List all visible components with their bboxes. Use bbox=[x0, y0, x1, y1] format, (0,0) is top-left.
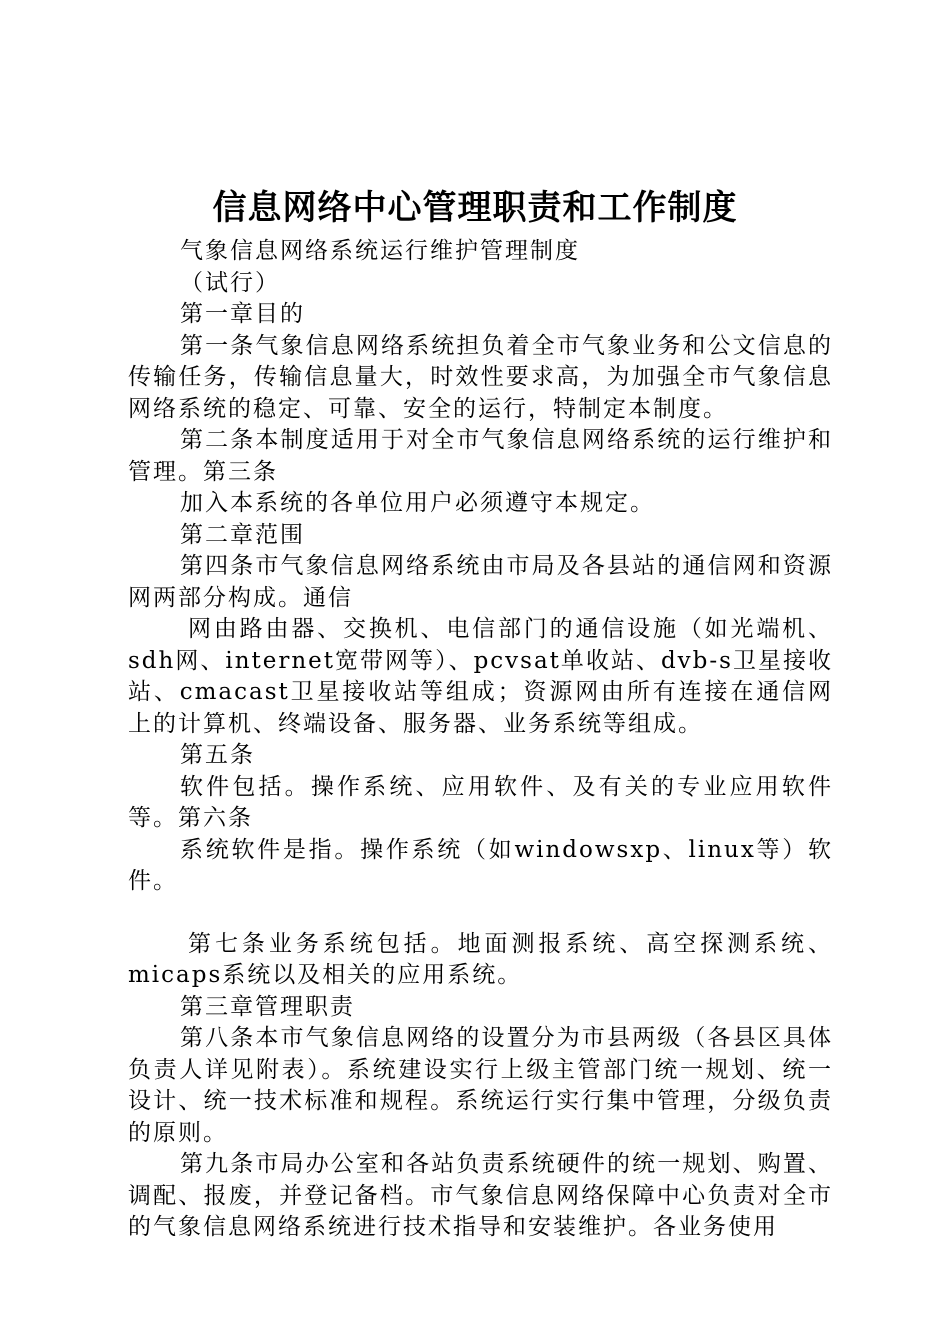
article-paragraph: 第五条 bbox=[180, 742, 255, 768]
article-paragraph: 第九条市局办公室和各站负责系统硬件的统一规划、购置、调配、报废，并登记备档。市气象信息网络保障中心负责对全市的气象信息网络系统进行技术指导和安装维护。各业务使用 bbox=[128, 1151, 833, 1240]
article-paragraph: 加入本系统的各单位用户必须遵守本规定。 bbox=[180, 490, 655, 516]
article-paragraph: 网由路由器、交换机、电信部门的通信设施（如光端机、sdh网、internet宽带网等）、pcvsat单收站、dvb-s卫星接收站、cmacast卫星接收站等组成；资源网由所有连接在通信网上的计算机、终端设备、服务器、业务系统等组成。 bbox=[128, 616, 833, 737]
article-paragraph: 第二条本制度适用于对全市气象信息网络系统的运行维护和管理。第三条 bbox=[128, 427, 833, 485]
chapter-heading: 第一章目的 bbox=[180, 301, 305, 327]
chapter-heading: 第三章管理职责 bbox=[180, 993, 355, 1020]
chapter-heading: 第二章范围 bbox=[180, 521, 305, 548]
article-paragraph: 第七条业务系统包括。地面测报系统、高空探测系统、micaps系统以及相关的应用系统。 bbox=[128, 930, 833, 988]
article-paragraph: 软件包括。操作系统、应用软件、及有关的专业应用软件等。第六条 bbox=[128, 773, 833, 831]
article-paragraph: 系统软件是指。操作系统（如windowsxp、linux等）软件。 bbox=[128, 836, 833, 894]
article-paragraph: 第四条市气象信息网络系统由市局及各县站的通信网和资源网两部分构成。通信 bbox=[128, 553, 833, 611]
document-body bbox=[128, 236, 833, 1244]
trial-note-paragraph: （试行） bbox=[180, 269, 280, 296]
subtitle-paragraph: 气象信息网络系统运行维护管理制度 bbox=[180, 238, 580, 264]
article-paragraph: 第八条本市气象信息网络的设置分为市县两级（各县区具体负责人详见附表）。系统建设实行上级主管部门统一规划、统一设计、统一技术标准和规程。系统运行实行集中管理，分级负责的原则。 bbox=[128, 1025, 833, 1146]
article-paragraph: 第一条气象信息网络系统担负着全市气象业务和公文信息的传输任务，传输信息量大，时效性要求高，为加强全市气象信息网络系统的稳定、可靠、安全的运行，特制定本制度。 bbox=[128, 332, 833, 422]
document-title: 信息网络中心管理职责和工作制度 bbox=[212, 188, 738, 228]
